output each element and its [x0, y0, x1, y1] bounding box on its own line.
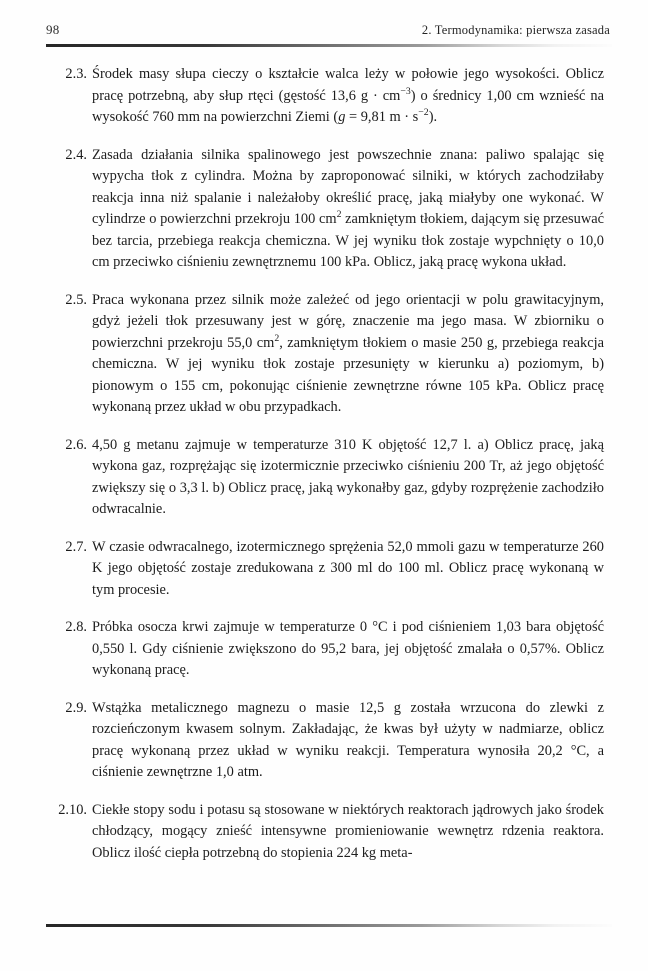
exercise-number: 2.8. [65, 619, 87, 635]
exercise-text: Zasada działania silnika spalinowego jest powszechnie znana: paliwo spalając się wypycha tłok z cylindra. Można by zaproponować silniki, w których zachodziłaby reakcja inna niż spalanie i należałoby określić pracę, jaką miałyby one wykonać. W cylindrze o powierzchni przekroju 100 $cm^2$ zamkniętym tłokiem, dającym się przesuwać bez tarcia, przebiega reakcja chemiczna. W jej wyniku tłok zostaje wypchnięty o 10,0 cm przeciwko ciśnieniu zewnętrznemu 100 kPa. Oblicz, jaką pracę wykona układ. [92, 146, 604, 270]
exercise-item [46, 617, 604, 682]
exercise-text: Próbka osocza krwi zajmuje w temperaturze 0 °C i pod ciśnieniem 1,03 bara objętość 0,550 l. Gdy ciśnienie zwiększono do 95,2 bara, jej objętość zmalała o 0,57%. Oblicz wykonaną pracę. [92, 619, 604, 678]
exercise-number: 2.10. [58, 801, 87, 818]
exercise-text: Ciekłe stopy sodu i potasu są stosowane w niektórych reaktorach jądrowych jako środek chłodzący, mogący znieść intensywne promieniowanie wewnętrz rdzenia reaktora. Oblicz ilość ciepła potrzebną do stopienia 224 kg meta- [92, 801, 604, 861]
exercise-item [46, 537, 604, 602]
exercise-text: Wstążka metalicznego magnezu o masie 12,5 g została wrzucona do zlewki z rozcieńczonym kwasem solnym. Zakładając, że kwas był użyty w nadmiarze, oblicz pracę wykonaną przez układ w wyniku reakcji. Temperatura wynosiła 20,2 °C, a ciśnienie zewnętrzne 1,0 atm. [92, 699, 604, 780]
exercise-item [46, 290, 604, 419]
exercise-number: 2.3. [65, 66, 87, 82]
exercise-text: Praca wykonana przez silnik może zależeć od jego orientacji w polu grawitacyjnym, gdyż jeżeli tłok przesuwany jest w górę, znaczenie ma jego masa. W zbiorniku o powierzchni przekroju 55,0 $cm^2$, zamkniętym tłokiem o masie 250 g, przebiega reakcja chemiczna. W jej wyniku tłok zostaje przesunięty w kierunku a) poziomym, b) pionowym o 155 cm, pokonując ciśnienie zewnętrzne równe 105 kPa. Oblicz pracę wykonaną przez układ w obu przypadkach. [92, 291, 605, 415]
exercise-number: 2.4. [65, 146, 87, 163]
exercise-number: 2.7. [65, 538, 87, 555]
footer-rule [46, 924, 612, 927]
exercise-number: 2.9. [65, 699, 87, 716]
exercise-number: 2.6. [65, 436, 87, 453]
exercise-text: 4,50 g metanu zajmuje w temperaturze 310 K objętość 12,7 l. a) Oblicz pracę, jaką wykona gaz, rozprężając się izotermicznie przeciwko ciśnieniu 200 Tr, aż jego objętość zwiększy się o 3,3 l. b) Oblicz pracę, jaką wykonałby gaz, gdyby rozprężenie zachodziło odwracalnie. [92, 436, 604, 517]
exercise-item [46, 698, 604, 784]
exercise-item [46, 435, 604, 521]
exercise-item [46, 145, 604, 274]
exercise-item [46, 800, 604, 865]
exercise-text: W czasie odwracalnego, izotermicznego sprężenia 52,0 mmoli gazu w temperaturze 260 K jego objętość zostaje zredukowana z 300 ml do 100 ml. Oblicz pracę wykonaną w tym procesie. [92, 538, 604, 598]
chapter-title: 2. Termodynamika: pierwsza zasada [421, 23, 610, 37]
running-header [46, 22, 610, 38]
exercise-text: Środek masy słupa cieczy o kształcie walca leży w połowie jego wysokości. Oblicz pracę potrzebną, aby słup rtęci (gęstość 13,6 $g \cdot cm^{-3}$) o średnicy 1,00 cm wznieść na wysokość 760 mm na powierzchni Ziemi (g = 9,81 $m \cdot s^{-2}$). [92, 66, 604, 125]
exercise-number: 2.5. [65, 291, 87, 308]
header-rule [46, 44, 612, 47]
exercise-item [46, 64, 604, 129]
page-number: 98 [46, 22, 60, 37]
exercise-list [46, 64, 604, 880]
